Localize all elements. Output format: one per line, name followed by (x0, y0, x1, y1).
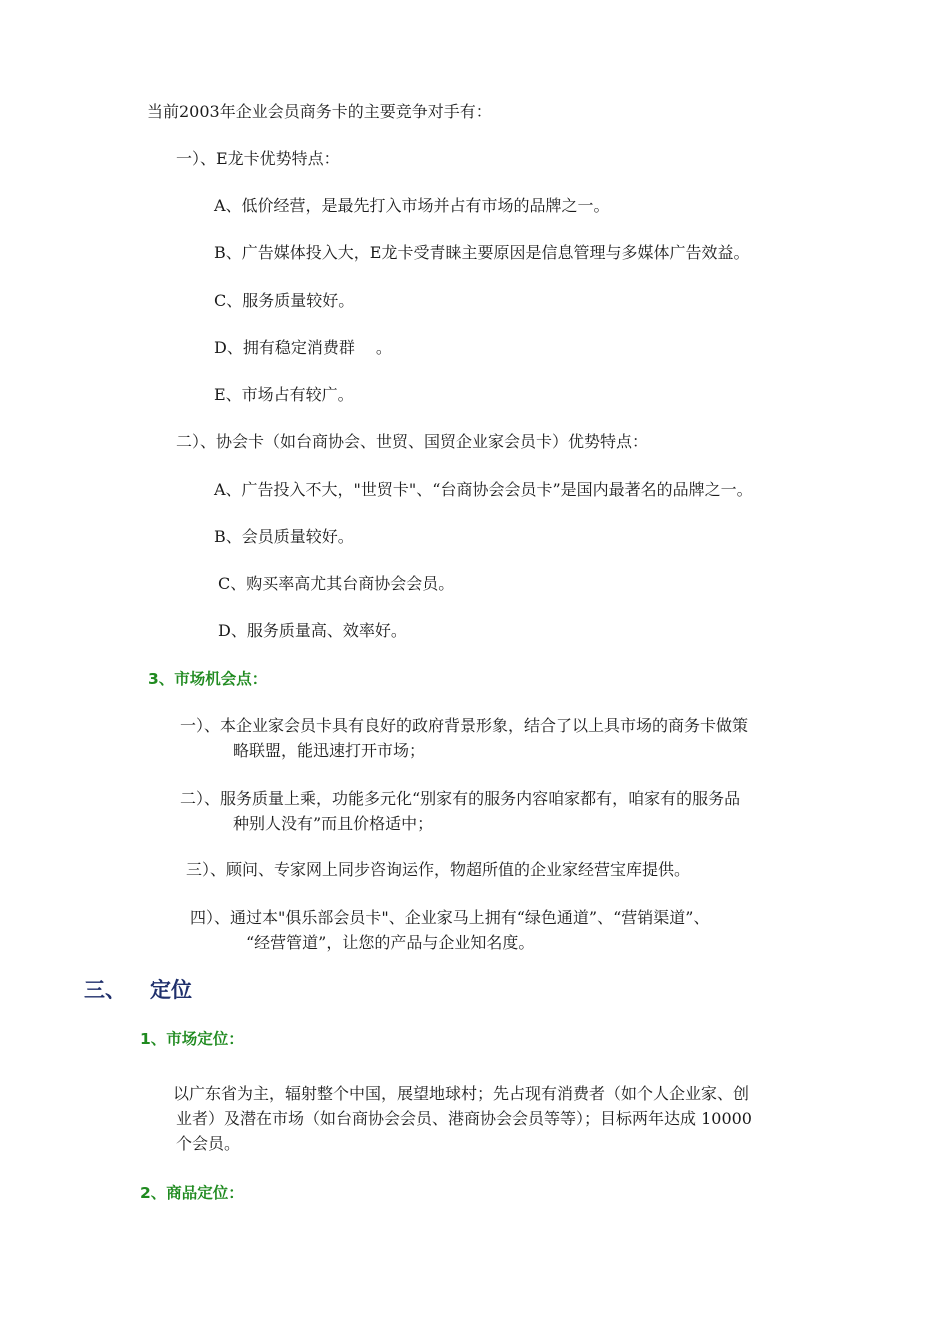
opportunity-item-3: 三）、顾问、专家网上同步咨询运作，物超所值的企业家经营宝库提供。 (186, 860, 691, 879)
market-positioning-line-3: 个会员。 (176, 1134, 241, 1153)
opportunity-item-4-line-2: “经营管道”，让您的产品与企业知名度。 (246, 933, 535, 952)
opportunity-item-2-line-1: 二）、服务质量上乘，功能多元化“别家有的服务内容咱家都有，咱家有的服务品 (180, 789, 741, 808)
opportunity-item-2-line-2: 种别人没有”而且价格适中； (233, 814, 434, 833)
market-positioning-heading: 1、市场定位： (140, 1030, 244, 1048)
intro-text: 当前2003年企业会员商务卡的主要竞争对手有： (147, 102, 492, 121)
opportunity-heading: 3、市场机会点： (148, 670, 268, 688)
market-positioning-line-2: 业者）及潜在市场（如台商协会会员、港商协会会员等等）；目标两年达成 10000 (176, 1109, 752, 1128)
competitor-2-item-d: D、服务质量高、效率好。 (218, 621, 407, 640)
competitor-1-item-c: C、服务质量较好。 (214, 291, 355, 310)
opportunity-item-4-line-1: 四）、通过本"俱乐部会员卡"、企业家马上拥有“绿色通道”、“营销渠道”、 (190, 908, 710, 927)
competitor-2-item-a: A、广告投入不大，"世贸卡"、“台商协会会员卡”是国内最著名的品牌之一。 (214, 480, 753, 499)
competitor-2-item-c: C、购买率高尤其台商协会会员。 (218, 574, 455, 593)
section-3-title: 定位 (150, 978, 192, 1002)
opportunity-item-1-line-1: 一）、本企业家会员卡具有良好的政府背景形象，结合了以上具市场的商务卡做策 (180, 716, 749, 735)
opportunity-item-1-line-2: 略联盟，能迅速打开市场； (233, 741, 426, 760)
section-3-number: 三、 (84, 978, 126, 1002)
competitor-1-heading: 一）、E龙卡优势特点： (176, 149, 340, 168)
competitor-1-item-a: A、低价经营，是最先打入市场并占有市场的品牌之一。 (214, 196, 610, 215)
market-positioning-line-1: 以广东省为主，辐射整个中国，展望地球村；先占现有消费者（如个人企业家、创 (173, 1084, 750, 1103)
competitor-1-item-e: E、市场占有较广。 (214, 385, 354, 404)
competitor-1-item-d: D、拥有稳定消费群 。 (214, 338, 392, 357)
competitor-2-item-b: B、会员质量较好。 (214, 527, 354, 546)
competitor-2-heading: 二）、协会卡（如台商协会、世贸、国贸企业家会员卡）优势特点： (176, 432, 649, 451)
competitor-1-item-b: B、广告媒体投入大，E龙卡受青睐主要原因是信息管理与多媒体广告效益。 (214, 243, 750, 262)
product-positioning-heading: 2、商品定位： (140, 1184, 244, 1202)
